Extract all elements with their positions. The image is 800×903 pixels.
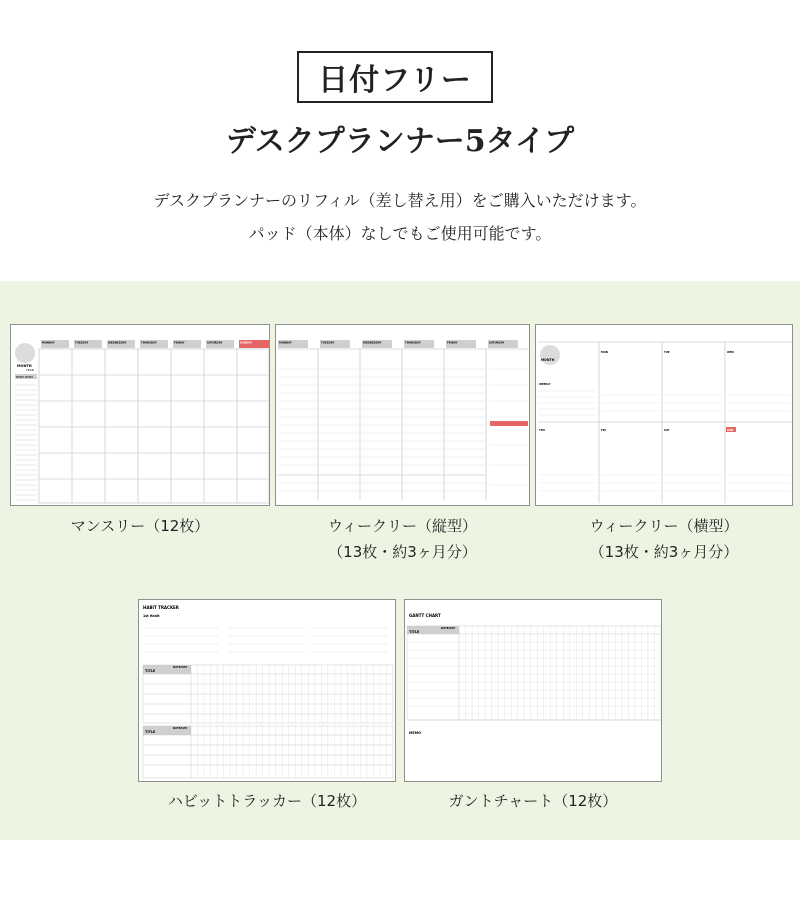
habit-tracker-caption xyxy=(138,788,396,814)
weekly-horizontal-caption-line-2: （13枚・約3ヶ月分） xyxy=(589,543,739,561)
habit-tracker-caption-text: ハビットトラッカー（12枚） xyxy=(167,792,367,810)
habit-date-col-1: DATE/DAY xyxy=(173,666,188,669)
weekly-v-day-tue: TUESDAY xyxy=(321,341,335,345)
gantt-title-col: TITLE xyxy=(409,630,420,634)
weekly-vertical-preview-card[interactable] xyxy=(275,324,530,506)
weekly-h-day-wed: WED xyxy=(727,351,734,354)
gantt-memo-label: MEMO xyxy=(409,731,421,735)
habit-title-col-2: TITLE xyxy=(145,730,156,734)
monthly-day-sat: SATURDAY xyxy=(207,341,223,345)
description-line-2: パッド（本体）なしでもご使用可能です。 xyxy=(248,224,552,243)
monthly-planner-thumbnail xyxy=(11,325,270,506)
weekly-h-day-tue: TUE xyxy=(664,351,670,354)
monthly-memo-label: MEMO MEMO xyxy=(16,376,34,379)
weekly-h-day-fri: FRI xyxy=(601,429,606,432)
gantt-date-col: DATE/DAY xyxy=(441,627,456,630)
monthly-day-thu: THURSDAY xyxy=(141,341,157,345)
weekly-h-day-thu: THU xyxy=(539,429,546,432)
weekly-v-day-fri: FRIDAY xyxy=(447,341,458,345)
monthly-day-fri: FRIDAY xyxy=(174,341,185,345)
habit-title-col-1: TITLE xyxy=(145,669,156,673)
habit-subtitle: 1st Habit xyxy=(143,614,160,618)
weekly-vertical-thumbnail xyxy=(276,325,530,506)
gantt-chart-caption-text: ガントチャート（12枚） xyxy=(448,792,618,810)
monthly-month-label: MONTH xyxy=(17,364,32,368)
weekly-horizontal-caption-line-1: ウィークリー（横型） xyxy=(589,517,739,535)
weekly-vertical-caption-line-2: （13枚・約3ヶ月分） xyxy=(328,543,477,561)
page-subtitle: デスクプランナー5タイプ xyxy=(225,124,575,159)
weekly-v-day-sat: SATURDAY xyxy=(489,341,505,345)
monthly-year-label: YEAR xyxy=(26,368,34,372)
monthly-day-mon: MONDAY xyxy=(42,341,55,345)
weekly-h-weekly-label: WEEKLY xyxy=(539,383,551,386)
monthly-day-wed: WEDNESDAY xyxy=(108,341,127,345)
weekly-vertical-caption-line-1: ウィークリー（縦型） xyxy=(327,517,478,535)
weekly-vertical-caption xyxy=(275,513,530,565)
weekly-v-day-mon: MONDAY xyxy=(279,341,292,345)
gantt-title: GANTT CHART xyxy=(409,613,441,618)
habit-tracker-preview-card[interactable] xyxy=(138,599,396,782)
weekly-h-day-mon: MON xyxy=(601,351,608,354)
gantt-chart-preview-card[interactable] xyxy=(404,599,662,782)
weekly-v-day-wed: WEDNESDAY xyxy=(363,341,382,345)
gantt-chart-thumbnail xyxy=(405,600,662,782)
weekly-h-day-sat: SAT xyxy=(664,429,670,432)
weekly-h-day-sun: SUN xyxy=(727,429,734,432)
monthly-preview-card[interactable] xyxy=(10,324,270,506)
habit-title: HABIT TRACKER xyxy=(143,605,179,610)
weekly-v-day-thu: THURSDAY xyxy=(405,341,421,345)
header xyxy=(0,0,800,280)
monthly-day-tue: TUESDAY xyxy=(75,341,89,345)
weekly-horizontal-preview-card[interactable] xyxy=(535,324,793,506)
description-line-1: デスクプランナーのリフィル（差し替え用）をご購入いただけます。 xyxy=(153,191,647,210)
monthly-caption-text: マンスリー（12枚） xyxy=(70,517,210,535)
weekly-horizontal-caption xyxy=(535,513,793,565)
weekly-h-month-label: MONTH xyxy=(541,358,555,362)
date-free-badge: 日付フリー xyxy=(297,51,493,103)
habit-date-col-2: DATE/DAY xyxy=(173,727,188,730)
monthly-caption xyxy=(10,513,270,539)
habit-tracker-thumbnail xyxy=(139,600,396,782)
monthly-day-sun: SUNDAY xyxy=(240,341,252,345)
gantt-chart-caption xyxy=(404,788,662,814)
weekly-horizontal-thumbnail xyxy=(536,325,793,506)
